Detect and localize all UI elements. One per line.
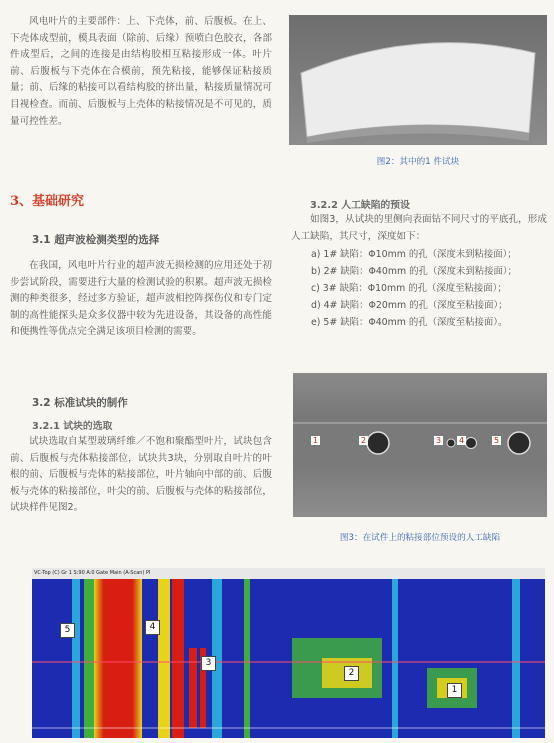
fig3-label: 2 [361, 436, 367, 445]
left-column [10, 14, 272, 130]
heatmap-marker: 4 [145, 620, 160, 635]
heatmap-svg [32, 568, 545, 738]
defect-item: e) 5# 缺陷：Φ40mm 的孔（深度至粘接面）。 [311, 317, 508, 328]
fig3-label: 4 [459, 436, 465, 445]
fig3-label: 5 [494, 436, 500, 445]
section-heading: 3、基础研究 [10, 194, 85, 209]
defect-item: d) 4# 缺陷：Φ20mm 的孔（深度至粘接面）； [311, 300, 508, 311]
subsection-3-2-2-body [291, 212, 547, 245]
figure-2-caption: 图2：其中的1 件试块 [376, 157, 460, 167]
heatmap-marker: 5 [60, 623, 75, 638]
figure-3-photo [293, 373, 547, 517]
subsection-3-2-1 [32, 418, 272, 432]
defect-item: a) 1# 缺陷：Φ10mm 的孔（深度未到粘接面）； [311, 249, 517, 260]
intro-paragraph: 风电叶片的主要部件：上、下壳体，前、后腹板。在上、下壳体成型前，模具表面（除前、后缘）预喷白色胶衣，各部件成型后，之间的连接是由结构胶相互粘接形成一体。叶片前、后腹板与下壳体在合模前，预先粘接，能够保证粘接质量；前、后缘的粘接可以看结构胶的挤出量，粘接质量情况可目视检查。而前、后腹板与上壳体的粘接情况是不可见的，质量可控性差。 [10, 16, 272, 127]
defect-item: b) 2# 缺陷：Φ40mm 的孔（深度未到粘接面）； [311, 266, 517, 277]
chart-header: VC-Top (C) Gr 1 S:90 A:0 Gate Main (A-Scan) PI [32, 568, 545, 579]
defect-item: c) 3# 缺陷：Φ10mm 的孔（深度至粘接面）； [311, 283, 507, 294]
heatmap-marker: 2 [344, 666, 359, 681]
paragraph: 如图3，从试块的里侧向表面钻不同尺寸的平底孔，形成人工缺陷，其尺寸，深度如下： [291, 214, 547, 242]
subsection-3-2 [32, 395, 272, 410]
subsection-3-2-2 [310, 197, 550, 211]
defect-list [291, 246, 551, 331]
subsection-3-2-1-body [10, 434, 272, 517]
subsubsection-title: 3.2.2 人工缺陷的预设 [310, 200, 410, 211]
heatmap-marker: 3 [201, 656, 216, 671]
figure-2-photo [289, 15, 547, 145]
specimen-illustration [289, 15, 547, 145]
fig3-label: 3 [436, 436, 442, 445]
subsection-title: 3.1 超声波检测类型的选择 [32, 234, 160, 246]
c-scan-heatmap [32, 568, 545, 738]
paragraph: 在我国，风电叶片行业的超声波无损检测的应用还处于初步尝试阶段，需要进行大量的检测试验的积累。超声波无损检测的种类很多，经过多方验证，超声波相控阵探伤仪和专门定制的高性能探头是众多仪器中较为先进设备，其设备的高性能和便携性等优点完全满足该项目检测的需要。 [10, 260, 272, 338]
subsection-3-1-body [10, 258, 272, 341]
fig3-label: 1 [313, 436, 319, 445]
figure-3-caption: 图3：在试件上的粘接部位预设的人工缺陷 [339, 533, 501, 543]
subsection-title: 3.2 标准试块的制作 [32, 397, 128, 409]
subsection-3-1 [32, 232, 272, 247]
defect-holes-illustration [293, 373, 547, 517]
heatmap-marker: 1 [447, 683, 462, 698]
paragraph: 试块选取自某型玻璃纤维／不饱和聚酯型叶片，试块包含前、后腹板与壳体粘接部位，试块共3块，分别取自叶片的叶根的前、后腹板与壳体的粘接部位，叶片轴向中部的前、后腹板与壳体的粘接部位，叶尖的前、后腹板与壳体的粘接部位，试块样件见图2。 [10, 436, 272, 514]
subsubsection-title: 3.2.1 试块的选取 [32, 421, 113, 432]
